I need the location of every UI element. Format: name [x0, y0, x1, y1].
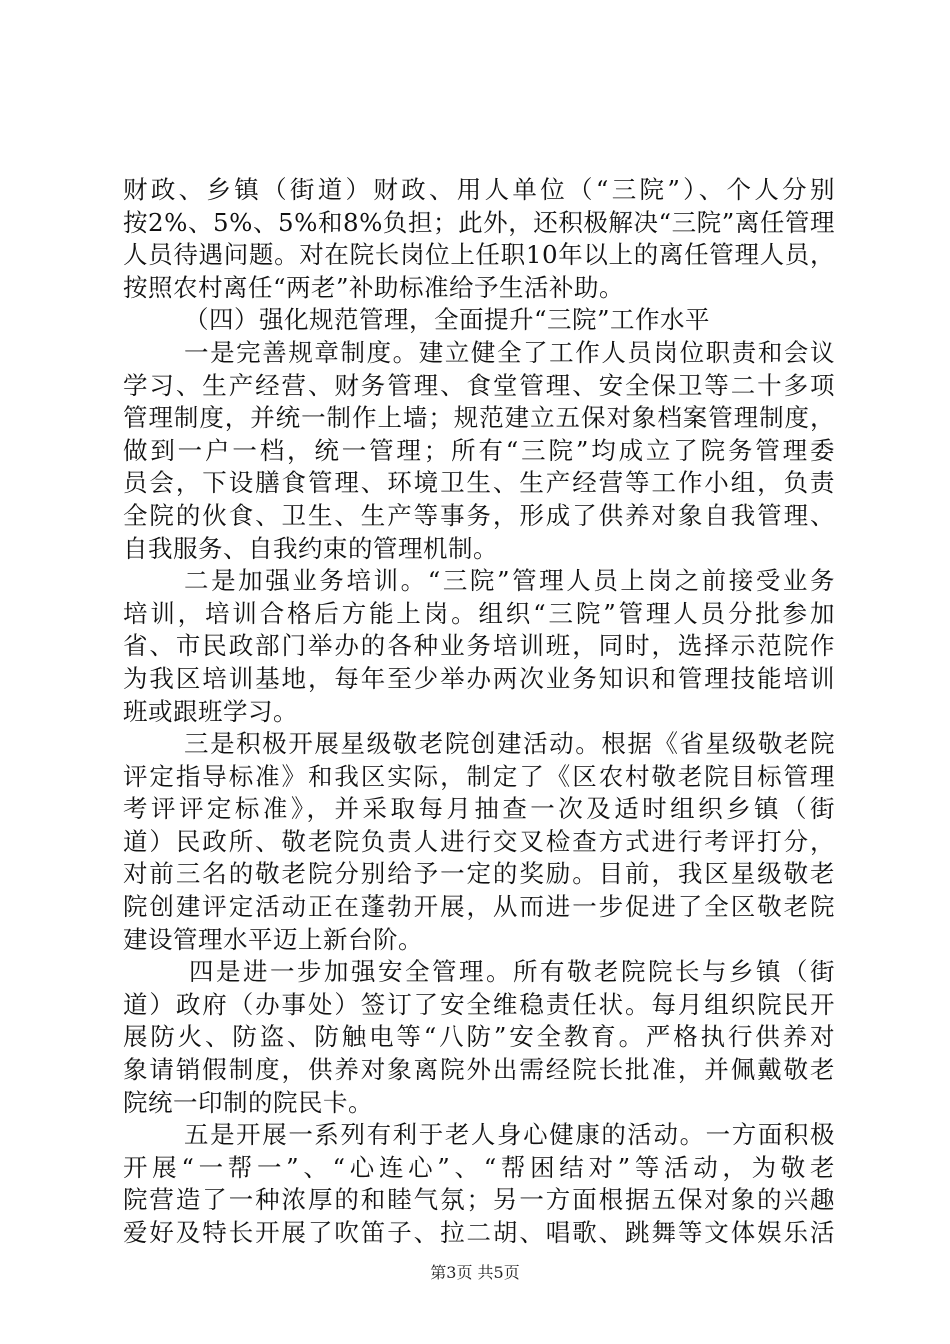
text-line: 评定指导标准》和我区实际，制定了《区农村敬老院目标管理 — [123, 761, 835, 791]
text-line: 一是完善规章制度。建立健全了工作人员岗位职责和会议 — [184, 337, 835, 367]
text-line: 为我区培训基地，每年至少举办两次业务知识和管理技能培训 — [123, 663, 835, 693]
text-line: 建设管理水平迈上新台阶。 — [123, 924, 423, 954]
text-line: 员会，下设膳食管理、环境卫生、生产经营等工作小组，负责 — [123, 468, 835, 498]
text-line: 院创建评定活动正在蓬勃开展，从而进一步促进了全区敬老院 — [123, 892, 835, 922]
text-line: 按照农村离任“两老”补助标准给予生活补助。 — [123, 272, 625, 302]
text-line: 财政、乡镇（街道）财政、用人单位（“三院”）、个人分别 — [123, 175, 835, 204]
text-line: 道）民政所、敬老院负责人进行交叉检查方式进行考评打分， — [123, 826, 835, 856]
text-line: （四）强化规范管理，全面提升“三院”工作水平 — [184, 305, 711, 335]
text-line: 爱好及特长开展了吹笛子、拉二胡、唱歌、跳舞等文体娱乐活 — [123, 1218, 835, 1247]
document-body — [123, 174, 835, 1250]
text-line: 五是开展一系列有利于老人身心健康的活动。一方面积极 — [184, 1120, 835, 1150]
text-line: 二是加强业务培训。“三院”管理人员上岗之前接受业务 — [184, 566, 835, 596]
text-line: 全院的伙食、卫生、生产等事务，形成了供养对象自我管理、 — [123, 500, 835, 530]
page-footer: 第3页 共5页 — [430, 1263, 520, 1282]
text-line: 考评评定标准》，并采取每月抽查一次及适时组织乡镇（街 — [123, 794, 835, 824]
text-line: 三是积极开展星级敬老院创建活动。根据《省星级敬老院 — [184, 729, 835, 759]
text-line: 道）政府（办事处）签订了安全维稳责任状。每月组织院民开 — [123, 989, 835, 1019]
text-line: 做到一户一档，统一管理；所有“三院”均成立了院务管理委 — [123, 435, 835, 465]
text-line: 按2%、5%、5%和8%负担；此外，还积极解决“三院”离任管理 — [123, 207, 835, 237]
text-line: 开展“一帮一”、“心连心”、“帮困结对”等活动，为敬老 — [123, 1152, 835, 1182]
text-line: 班或跟班学习。 — [123, 696, 298, 726]
text-line: 人员待遇问题。对在院长岗位上任职10年以上的离任管理人员， — [123, 240, 835, 270]
text-line: 象请销假制度，供养对象离院外出需经院长批准，并佩戴敬老 — [123, 1055, 835, 1085]
text-line: 省、市民政部门举办的各种业务培训班，同时，选择示范院作 — [123, 631, 835, 661]
text-line: 展防火、防盗、防触电等“八防”安全教育。严格执行供养对 — [123, 1022, 835, 1052]
text-line: 院统一印制的院民卡。 — [123, 1087, 373, 1117]
text-line: 管理制度，并统一制作上墙；规范建立五保对象档案管理制度， — [123, 403, 835, 433]
text-line: 培训，培训合格后方能上岗。组织“三院”管理人员分批参加 — [123, 598, 835, 628]
text-line: 学习、生产经营、财务管理、食堂管理、安全保卫等二十多项 — [123, 370, 835, 400]
text-line: 院营造了一种浓厚的和睦气氛；另一方面根据五保对象的兴趣 — [123, 1185, 835, 1215]
text-line: 对前三名的敬老院分别给予一定的奖励。目前，我区星级敬老 — [123, 859, 835, 889]
text-line: 四是进一步加强安全管理。所有敬老院院长与乡镇（街 — [189, 957, 835, 987]
text-line: 自我服务、自我约束的管理机制。 — [123, 533, 498, 563]
